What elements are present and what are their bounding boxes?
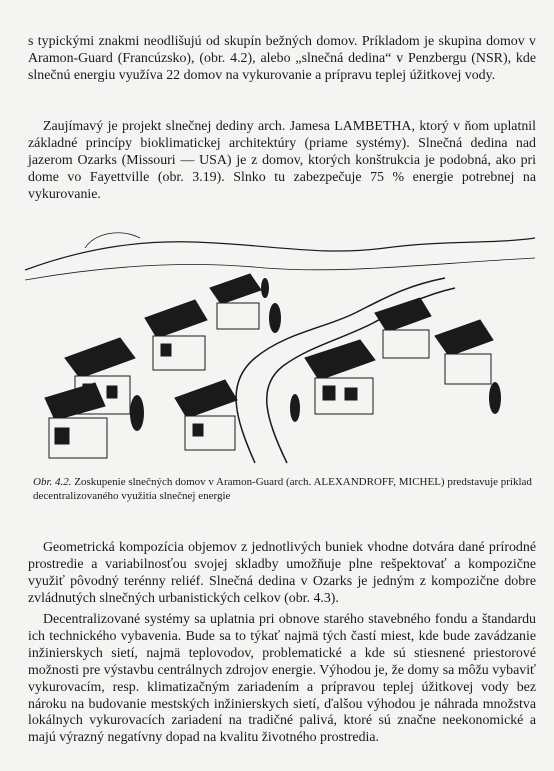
paragraph-4: Decentralizované systémy sa uplatnia pri obnove starého stavebného fondu a štandardu ich technického vybavenia. Bude sa to týkať najmä tých častí miest, kde bude zavádzanie inžinierskych sietí, najmä teplovodov, problematické a kde sú stiesnené priestorové možnosti pre výstavbu centrálnych zdrojov energie. Výhodou je, že domy sa môžu vybaviť vykurovacím, resp. klimatizačným zariadením a prípravou teplej úžitkovej vody bez nároku na budovanie mestských inžinierskych sietí, ďalšou výhodou je náhrada množstva lokálnych vykurovacích zariadení na tradičné palivá, ktoré sú značne neekonomické a majú výrazný negatívny dopad na kvalitu životného prostredia. xyxy=(28,612,536,746)
paragraph-1: s typickými znakmi neodlišujú od skupín bežných domov. Príkladom je skupina domov v Aramon-Guard (Francúzsko), (obr. 4.2), alebo „slnečná dedina“ v Penzbergu (NSR), kde slnečnú energiu využíva 22 domov na vykurovanie a prípravu teplej úžitkovej vody. xyxy=(28,34,536,83)
paragraph-3: Geometrická kompozícia objemov z jednotlivých buniek vhodne dotvára dané prírodné prostredie a variabilnosťou svojej skladby umožňuje plne rešpektovať a kompozične využiť pôvodný terénny reliéf. Slnečná dedina v Ozarks je jedným z kompozične dobre zvládnutých slnečných urbanistických celkov (obr. 4.3). xyxy=(28,540,536,606)
solar-village-illustration xyxy=(25,208,535,468)
paragraph-2: Zaujímavý je projekt slnečnej dediny arch. Jamesa LAMBETHA, ktorý v ňom uplatnil základné princípy bioklimatickej architektúry (priame systémy). Slnečná dedina nad jazerom Ozarks (Missouri — USA) je z domov, ktorých konštrukcia je podobná, ako pri dome vo Fayettville (obr. 3.19). Slnko tu zabezpečuje 75 % energie potrebnej na vykurovanie. xyxy=(28,119,536,202)
figure-caption xyxy=(33,475,538,503)
figure-caption-text: Zoskupenie slnečných domov v Aramon-Guard (arch. ALEXANDROFF, MICHEL) predstavuje príklad decentralizovaného využitia slnečnej energie xyxy=(33,476,532,502)
figure-label: Obr. 4.2. xyxy=(33,476,72,488)
